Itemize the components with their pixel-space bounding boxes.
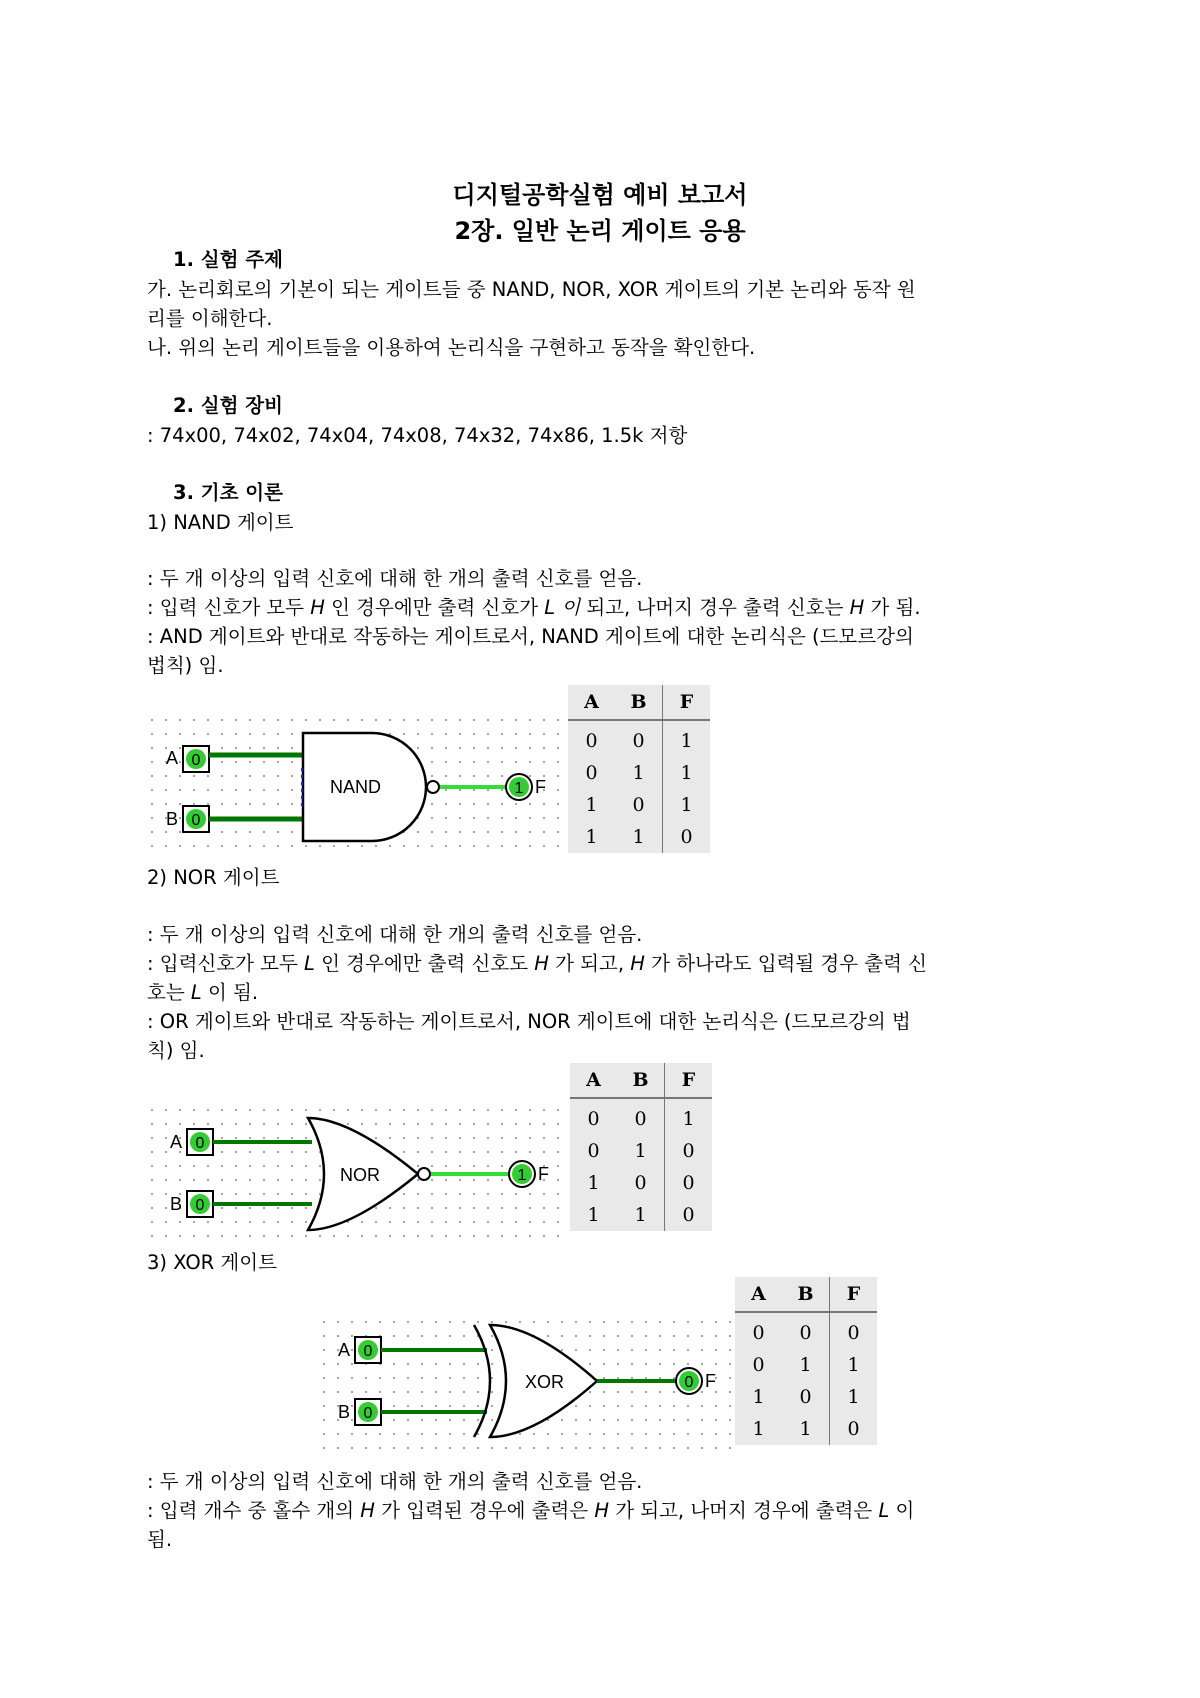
section3-heading: 3. 기초 이론 <box>173 481 283 504</box>
section1-item-a: 가. 논리회로의 기본이 되는 게이트들 중 NAND, NOR, XOR 게이트의 기본 논리와 동작 원 <box>147 278 916 301</box>
document-subtitle: 2장. 일반 논리 게이트 응용 <box>454 217 746 245</box>
svg-text:0: 0 <box>191 812 201 829</box>
svg-text:0: 0 <box>191 752 201 769</box>
nand-input-a-pin <box>183 746 209 772</box>
nor-line4: : OR 게이트와 반대로 작동하는 게이트로서, NOR 게이트에 대한 논리식은 (드모르강의 법 <box>147 1010 911 1033</box>
svg-text:1: 1 <box>517 1167 527 1184</box>
xor-input-a-label: A <box>338 1340 351 1360</box>
nand-title: 1) NAND 게이트 <box>147 511 294 534</box>
nor-line1: : 두 개 이상의 입력 신호에 대해 한 개의 출력 신호를 얻음. <box>147 923 643 946</box>
xor-output-label: F <box>705 1371 716 1391</box>
nor-circuit-diagram <box>150 1108 568 1240</box>
xor-input-b-pin <box>355 1399 381 1425</box>
nor-input-a-label: A <box>170 1132 183 1152</box>
nor-inversion-bubble <box>418 1168 430 1180</box>
nor-title: 2) NOR 게이트 <box>147 866 280 889</box>
nand-inversion-bubble <box>427 781 439 793</box>
xor-output-led <box>676 1368 702 1394</box>
nand-input-b-label: B <box>166 809 179 829</box>
nand-line2: : 입력 신호가 모두 H 인 경우에만 출력 신호가 L 이 되고, 나머지 경우 출력 신호는 H 가 됨. <box>147 596 921 619</box>
section1-item-b: 나. 위의 논리 게이트들을 이용하여 논리식을 구현하고 동작을 확인한다. <box>147 336 756 359</box>
nand-input-b-pin <box>183 806 209 832</box>
nor-truth-table: A B F 0 0 1 0 1 0 1 0 0 1 1 0 <box>570 1063 712 1231</box>
xor-gate-label: XOR <box>525 1372 565 1392</box>
section1-heading: 1. 실험 주제 <box>173 248 283 271</box>
section2-heading: 2. 실험 장비 <box>173 394 283 417</box>
document-title: 디지털공학실험 예비 보고서 <box>452 181 748 209</box>
section2-equipment: : 74x00, 74x02, 74x04, 74x08, 74x32, 74x86, 1.5k 저항 <box>147 424 688 447</box>
nand-truth-table: A B F 0 0 1 0 1 1 1 0 1 1 1 0 <box>568 685 710 853</box>
nand-circuit-diagram <box>150 718 560 850</box>
svg-text:1: 1 <box>514 780 524 797</box>
svg-text:0: 0 <box>363 1343 373 1360</box>
xor-title: 3) XOR 게이트 <box>147 1251 277 1274</box>
nor-output-led <box>509 1161 535 1187</box>
nor-output-label: F <box>538 1164 549 1184</box>
nand-gate-label: NAND <box>330 777 382 797</box>
nand-input-a-label: A <box>166 748 179 768</box>
xor-line2: : 입력 개수 중 홀수 개의 H 가 입력된 경우에 출력은 H 가 되고, 나머지 경우에 출력은 L 이 <box>147 1499 915 1522</box>
svg-text:0: 0 <box>195 1135 205 1152</box>
nand-line3: : AND 게이트와 반대로 작동하는 게이트로서, NAND 게이트에 대한 논리식은 (드모르강의 <box>147 625 914 648</box>
section1-item-a-cont: 리를 이해한다. <box>147 307 273 330</box>
nor-input-b-pin <box>187 1191 213 1217</box>
xor-input-b-label: B <box>338 1402 351 1422</box>
nand-line1: : 두 개 이상의 입력 신호에 대해 한 개의 출력 신호를 얻음. <box>147 567 643 590</box>
nand-output-led <box>506 774 532 800</box>
nand-line4: 법칙) 임. <box>147 654 224 677</box>
svg-text:0: 0 <box>195 1197 205 1214</box>
xor-truth-table: A B F 0 0 0 0 1 1 1 0 1 1 1 0 <box>735 1277 877 1445</box>
svg-text:0: 0 <box>684 1374 694 1391</box>
svg-text:0: 0 <box>363 1405 373 1422</box>
nor-input-b-label: B <box>170 1194 183 1214</box>
nor-line5: 칙) 임. <box>147 1039 205 1062</box>
nor-line2: : 입력신호가 모두 L 인 경우에만 출력 신호도 H 가 되고, H 가 하나라도 입력될 경우 출력 신 <box>147 952 928 975</box>
nand-output-label: F <box>535 777 546 797</box>
nor-input-a-pin <box>187 1129 213 1155</box>
xor-input-a-pin <box>355 1337 381 1363</box>
xor-line3: 됨. <box>147 1528 173 1551</box>
nor-gate-label: NOR <box>340 1165 380 1185</box>
xor-circuit-diagram <box>322 1320 732 1450</box>
nor-line3: 호는 L 이 됨. <box>147 981 259 1004</box>
xor-line1: : 두 개 이상의 입력 신호에 대해 한 개의 출력 신호를 얻음. <box>147 1470 643 1493</box>
